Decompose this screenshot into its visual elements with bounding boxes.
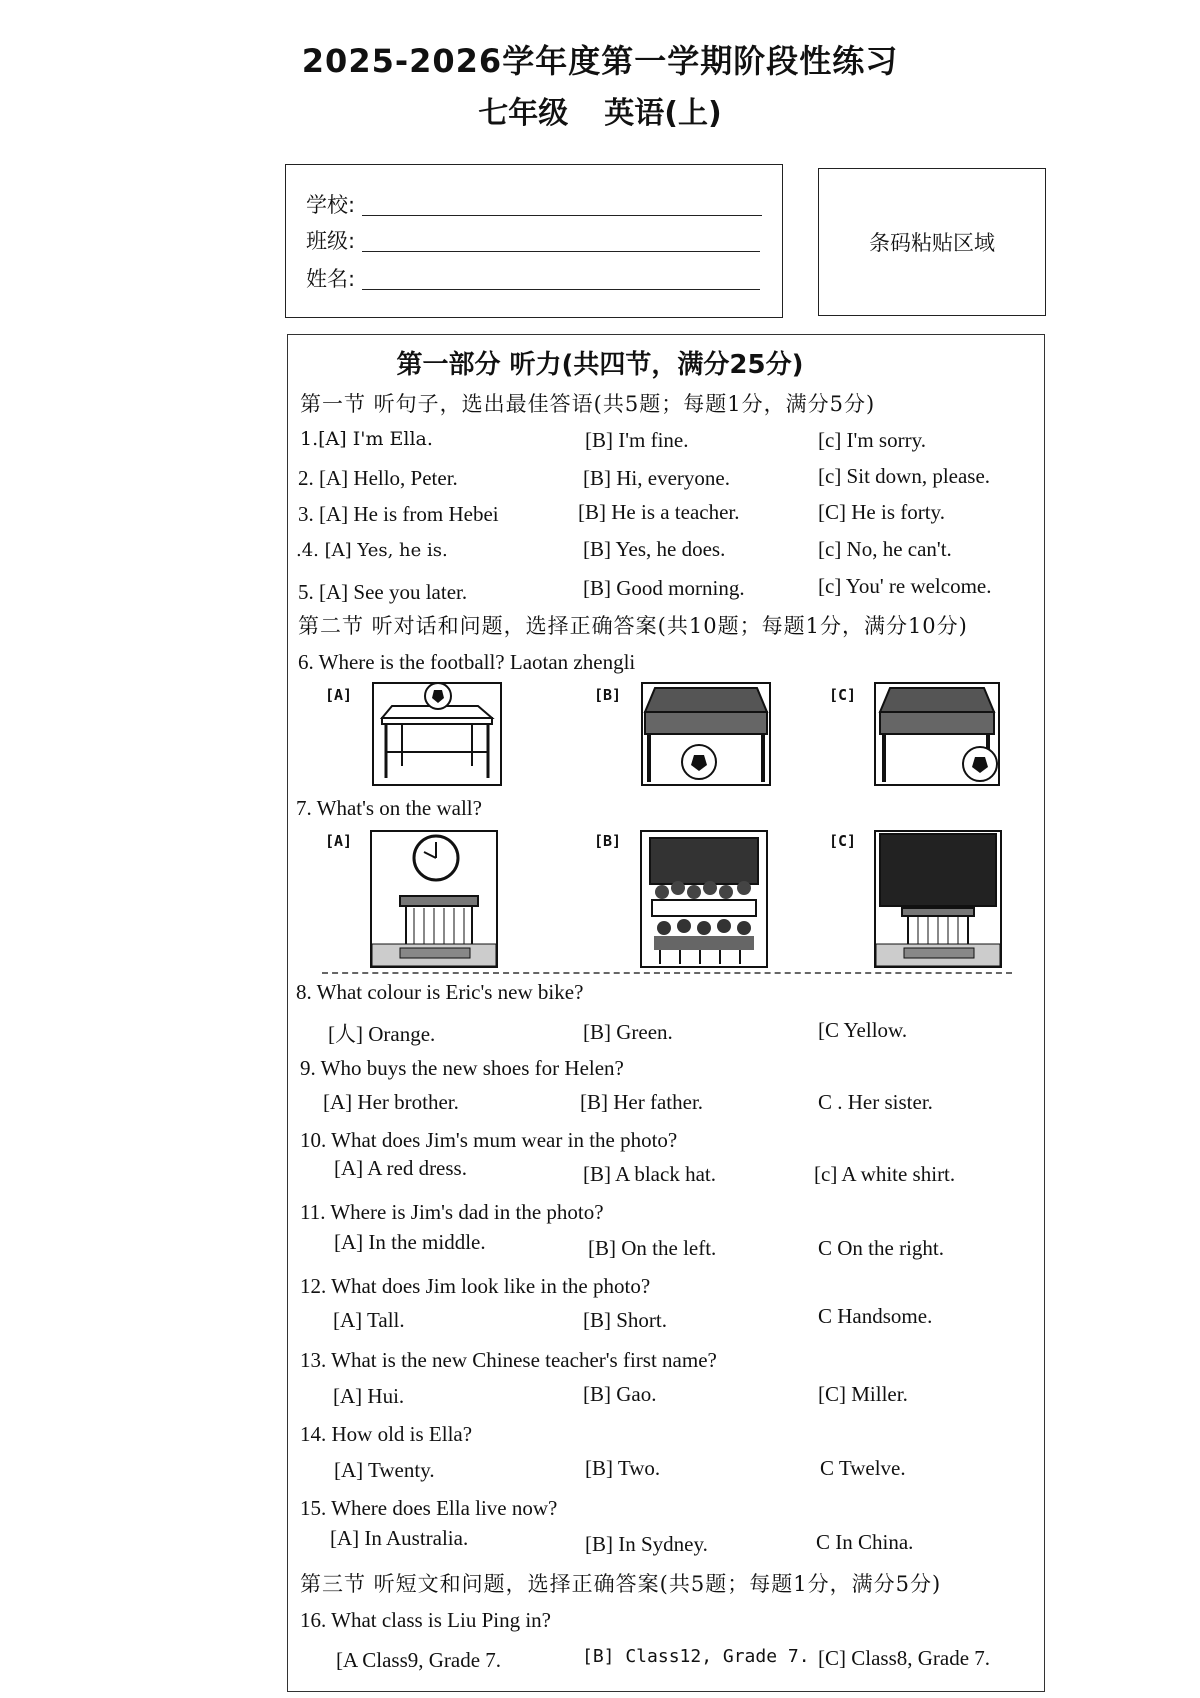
section2-heading: 第二节 听对话和问题，选择正确答案(共10题；每题1分，满分10分)	[298, 614, 968, 638]
q16-option-a: [A Class9, Grade 7.	[336, 1648, 502, 1672]
q10-option-a: [A] A red dress.	[334, 1156, 467, 1180]
q3-option-a: 3. [A] He is from Hebei	[298, 502, 499, 526]
q9-option-a: [A] Her brother.	[323, 1090, 459, 1114]
q8-option-c: [C Yellow.	[818, 1018, 908, 1042]
q15-text: 15. Where does Ella live now?	[300, 1496, 558, 1520]
q14-option-a: [A] Twenty.	[334, 1458, 435, 1482]
q7-text: 7. What's on the wall?	[296, 796, 482, 820]
q9-option-b: [B] Her father.	[580, 1090, 704, 1114]
name-field[interactable]	[362, 289, 760, 290]
school-field[interactable]	[362, 215, 762, 216]
q14-text: 14. How old is Ella?	[300, 1422, 473, 1446]
q7-picture-b	[640, 830, 768, 968]
grade-label: 七年级	[478, 96, 569, 131]
exam-title: 2025-2026学年度第一学期阶段性练习	[301, 42, 899, 80]
q2-option-c: [c] Sit down, please.	[818, 464, 991, 488]
q13-option-b: [B] Gao.	[583, 1382, 657, 1406]
q1-option-b: [B] I'm fine.	[585, 428, 689, 452]
q6-picture-c	[874, 682, 1000, 786]
subject-label: 英语(上)	[604, 96, 722, 131]
q11-option-a: [A] In the middle.	[334, 1230, 486, 1254]
section3-heading: 第三节 听短文和问题，选择正确答案(共5题；每题1分，满分5分)	[300, 1572, 942, 1596]
name-label: 姓名:	[306, 267, 356, 291]
q16-text: 16. What class is Liu Ping in?	[300, 1608, 552, 1632]
class-field[interactable]	[362, 251, 760, 252]
q8-option-a: [人] Orange.	[328, 1022, 436, 1046]
section1-heading: 第一节 听句子，选出最佳答语(共5题；每题1分，满分5分)	[300, 392, 876, 416]
dashed-divider	[322, 972, 1012, 974]
q13-option-c: [C] Miller.	[818, 1382, 908, 1406]
q15-option-c: C In China.	[816, 1530, 914, 1554]
q10-option-b: [B] A black hat.	[583, 1162, 716, 1186]
q6-picture-a	[372, 682, 502, 786]
q12-option-a: [A] Tall.	[333, 1308, 405, 1332]
q8-text: 8. What colour is Eric's new bike?	[296, 980, 584, 1004]
barcode-area	[818, 168, 1046, 316]
q1-option-c: [c] I'm sorry.	[818, 428, 926, 452]
q11-option-c: C On the right.	[818, 1236, 944, 1260]
q13-option-a: [A] Hui.	[333, 1384, 405, 1408]
q9-text: 9. Who buys the new shoes for Helen?	[300, 1056, 624, 1080]
q14-option-b: [B] Two.	[585, 1456, 661, 1480]
q7-label-b: [B]	[594, 832, 622, 850]
q11-option-b: [B] On the left.	[588, 1236, 717, 1260]
school-label: 学校:	[306, 193, 356, 217]
q6-picture-b	[641, 682, 771, 786]
q12-option-b: [B] Short.	[583, 1308, 667, 1332]
q7-picture-c	[874, 830, 1002, 968]
q8-option-b: [B] Green.	[583, 1020, 673, 1044]
q4-option-c: [c] No, he can't.	[818, 537, 952, 561]
q9-option-c: C . Her sister.	[818, 1090, 933, 1114]
q15-option-b: [B] In Sydney.	[585, 1532, 708, 1556]
q16-option-b: [B] Class12, Grade 7.	[582, 1646, 810, 1667]
q6-label-b: [B]	[594, 686, 622, 704]
q5-option-a: 5. [A] See you later.	[298, 580, 468, 604]
q12-option-c: C Handsome.	[818, 1304, 933, 1328]
q1-option-a: 1.[A] I'm Ella.	[300, 428, 433, 450]
q7-label-c: [C]	[829, 832, 857, 850]
q12-text: 12. What does Jim look like in the photo?	[300, 1274, 651, 1298]
q4-option-b: [B] Yes, he does.	[583, 537, 726, 561]
q5-option-c: [c] You' re welcome.	[818, 574, 992, 598]
exam-subtitle	[0, 88, 1200, 132]
q2-option-b: [B] Hi, everyone.	[583, 466, 730, 490]
q16-option-c: [C] Class8, Grade 7.	[818, 1646, 991, 1670]
student-info-box	[285, 164, 783, 318]
q11-text: 11. Where is Jim's dad in the photo?	[300, 1200, 604, 1224]
q10-text: 10. What does Jim's mum wear in the photo?	[300, 1128, 678, 1152]
q6-label-c: [C]	[829, 686, 857, 704]
q2-option-a: 2. [A] Hello, Peter.	[298, 466, 458, 490]
q3-option-b: [B] He is a teacher.	[578, 500, 740, 524]
q7-picture-a	[370, 830, 498, 968]
q6-label-a: [A]	[325, 686, 353, 704]
barcode-label: 条码粘贴区域	[869, 231, 995, 255]
class-label: 班级:	[306, 229, 356, 253]
q5-option-b: [B] Good morning.	[583, 576, 745, 600]
part1-title: 第一部分 听力(共四节，满分25分)	[396, 350, 804, 380]
q15-option-a: [A] In Australia.	[330, 1526, 469, 1550]
q10-option-c: [c] A white shirt.	[814, 1162, 956, 1186]
q6-text: 6. Where is the football? Laotan zhengli	[298, 650, 636, 674]
q3-option-c: [C] He is forty.	[818, 500, 945, 524]
q7-label-a: [A]	[325, 832, 353, 850]
q4-option-a: .4. [A] Yes, he is.	[296, 540, 448, 561]
q14-option-c: C Twelve.	[820, 1456, 906, 1480]
q13-text: 13. What is the new Chinese teacher's first name?	[300, 1348, 717, 1372]
